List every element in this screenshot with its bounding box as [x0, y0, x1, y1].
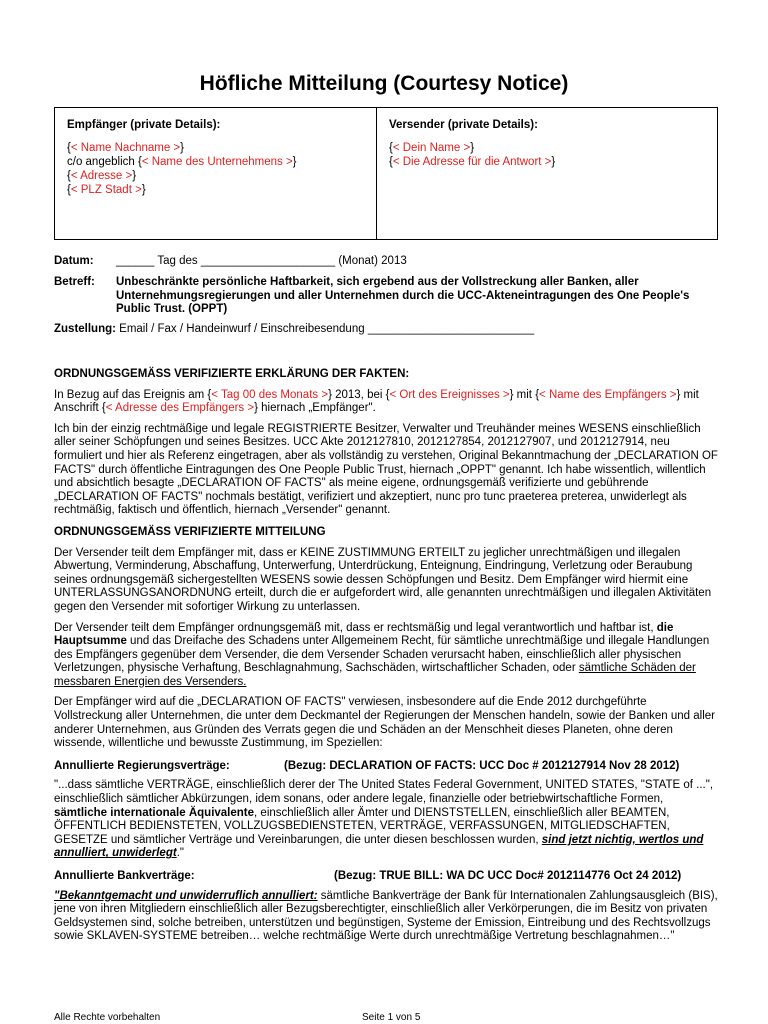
event-address-placeholder: < Adresse des Empfängers >	[105, 402, 255, 415]
bank-contracts-reference: (Bezug: TRUE BILL: WA DC UCC Doc# 2012114776 Oct 24 2012)	[334, 870, 682, 882]
document-body	[54, 360, 718, 951]
facts-heading: ORDNUNGSGEMÄSS VERIFIZIERTE ERKLÄRUNG DER FAKTEN:	[54, 368, 410, 380]
recipient-co-label: c/o angeblich	[67, 156, 138, 168]
gov-quote-emphasis: sind jetzt nichtig, wertlos und annulliert, unwiderlegt	[54, 833, 704, 860]
event-place-placeholder: < Ort des Ereignisses >	[389, 388, 510, 401]
delivery-value: Email / Fax / Handeinwurf / Einschreibesendung __________________________	[115, 323, 535, 335]
liability-text-1: Der Versender teilt dem Empfänger ordnungsgemäß mit, dass er rechtsmäßig und legal verantwortlich und haftbar ist,	[54, 621, 657, 634]
notice-heading: ORDNUNGSGEMÄSS VERIFIZIERTE MITTEILUNG	[54, 525, 326, 538]
recipient-city-placeholder: < PLZ Stadt >	[70, 184, 142, 196]
sender-name-placeholder: < Dein Name >	[392, 142, 471, 154]
subject-label: Betreff:	[54, 276, 95, 288]
sender-name-line: {< Dein Name >}	[389, 142, 475, 154]
recipient-company-placeholder: < Name des Unternehmens >	[141, 156, 293, 168]
event-text-3: } mit {	[509, 388, 540, 401]
recipient-details	[55, 108, 377, 239]
gov-quote-text-2: , einschließlich aller Ämter und DIENSTSTELLEN, einschließlich aller BEAMTEN, ÖFFENTLICH BEDIENSTETEN, VOLLZUGSBEDIENSTETEN, VERTRÄGE, VERFASSUNGEN, MITGLIEDSCHAFTEN, GESETZE und sämtlicher Verträge und Vereinbarungen, die unter diesen beschlossen wurden,	[54, 806, 670, 846]
gov-contracts-reference: (Bezug: DECLARATION OF FACTS: UCC Doc # 2012127914 Nov 28 2012)	[284, 759, 680, 772]
bank-quote-text: sämtliche Bankverträge der Bank für Internationalen Zahlungsausgleich (BIS), jene von ihren Mitgliedern einschließlich aller Bezugsberechtigter, einschließlich aller Verkörperungen, die im Besitz von privaten Geldsystemen sind, solche betreiben, unterstützen und begünstigen, Systeme der Emission, Eintreibung und des Rechtsvollzugs sowie SKLAVEN-SYSTEME betreiben… welche rechtmäßige Werte durch unrechtmäßige Vertretung beschlagnahmen…"	[54, 889, 718, 943]
bank-contracts-heading-row	[54, 870, 718, 884]
recipient-name-line: {< Name Nachname >}	[67, 142, 184, 154]
recipient-heading: Empfänger (private Details):	[67, 119, 221, 131]
event-day-placeholder: < Tag 00 des Monats >	[211, 388, 329, 401]
subject-row	[54, 276, 714, 317]
gov-quote-text-1: "...dass sämtliche VERTRÄGE, einschließlich derer der The United States Federal Government, UNITED STATES, "STATE of ...", einschließlich sämtlicher Abkürzungen, idem sonans, oder andere legale, finanzielle oder betriebwirtschaftliche Formen,	[54, 779, 714, 806]
delivery-label: Zustellung:	[54, 323, 116, 335]
liability-bold: die Hauptsumme	[54, 621, 674, 648]
sender-address-placeholder: < Die Adresse für die Antwort >	[392, 156, 552, 168]
sender-details	[377, 108, 717, 239]
footer-page-number: Seite 1 von 5	[362, 1012, 421, 1023]
consent-paragraph: Der Versender teilt dem Empfänger mit, dass er KEINE ZUSTIMMUNG ERTEILT zu jeglicher unrechtmäßigen und illegalen Abwertung, Verminderung, Abschaffung, Unterwerfung, Unterdrückung, Enteignung, Eindringung, Verletzung oder Beraubung seines ordnungsgemäß sichergestellten WESENS sowie dessen Schöpfungen und Besitz. Dem Empfänger wird hiermit eine UNTERLASSUNGSANORDNUNG erteilt, durch die er aufgefordert wird, alle genannten unrechtmäßigen und illegalen Aktivitäten gegen den Versender mit sofortiger Wirkung zu unterlassen.	[54, 546, 712, 613]
event-text-1: In Bezug auf das Ereignis am {	[54, 388, 212, 401]
delivery-row	[54, 323, 534, 337]
bank-contracts-quote	[54, 890, 718, 944]
subject-value: Unbeschränkte persönliche Haftbarkeit, sich ergebend aus der Vollstreckung aller Banken, aller Unternehmungsregierungen und aller Unternehmen durch die UCC-Akteneintragungen des One People's Public Trust. (OPPT)	[116, 276, 690, 315]
gov-quote-end: ."	[176, 847, 184, 860]
date-label: Datum:	[54, 255, 94, 267]
gov-contracts-quote	[54, 779, 718, 861]
event-text-4: } mit Anschrift {	[54, 388, 699, 415]
recipient-company-line: c/o angeblich {< Name des Unternehmens >}	[67, 156, 297, 168]
event-text-5: } hiernach „Empfänger".	[254, 402, 376, 415]
event-recipient-placeholder: < Name des Empfängers >	[539, 388, 677, 401]
sender-address-line: {< Die Adresse für die Antwort >}	[389, 156, 556, 168]
owner-paragraph: Ich bin der einzig rechtmäßige und legale REGISTRIERTE Besitzer, Verwalter und Treuhänder meines WESENS einschließlich aller seiner Schöpfungen und seines Besitzes. UCC Akte 2012127810, 2012127854, 2012127907, und 2012127914, neu formuliert und hier als Referenz eingetragen, aber als vollständig zu verstehen, Original Bekanntmachung der „DECLARATION OF FACTS" durch öffentliche Eintragungen des One People Public Trust, hiernach „OPPT" genannt. Ich habe wissentlich, willentlich und absichtlich besagte „DECLARATION OF FACTS" als meine eigene, ordnungsgemäß verifizierte und gebührende „DECLARATION OF FACTS" nochmals bestätigt, verifiziert und akzeptiert, nunc pro tunc praeterea preterea, unwiderlegt als rechtmäßig, faktisch und öffentlich, hiernach „Versender" genannt.	[54, 422, 718, 517]
liability-underlined: sämtliche Schäden der messbaren Energien des Versenders.	[54, 662, 696, 688]
event-text-2: } 2013, bei {	[328, 388, 390, 401]
footer-rights: Alle Rechte vorbehalten	[54, 1012, 161, 1023]
date-value: ______ Tag des _____________________ (Monat) 2013	[116, 255, 407, 267]
sender-heading: Versender (private Details):	[389, 119, 538, 131]
recipient-address-placeholder: < Adresse >	[70, 170, 133, 182]
recipient-city-line: {< PLZ Stadt >}	[67, 184, 146, 196]
date-row	[54, 255, 714, 269]
document-title: Höfliche Mitteilung (Courtesy Notice)	[199, 72, 569, 95]
bank-quote-emphasis: "Bekanntgemacht und unwiderruflich annulliert:	[54, 889, 318, 902]
address-box	[54, 107, 718, 240]
recipient-name-placeholder: < Name Nachname >	[70, 142, 181, 154]
declaration-paragraph: Der Empfänger wird auf die „DECLARATION OF FACTS" verwiesen, insbesondere auf die Ende 2012 durchgeführte Vollstreckung aller Unternehmen, die unter dem Deckmantel der Regierungen der Menschen handeln, sowie der Banken und aller anderer Unternehmen, aus Gründen des Verrats gegen die und Schäden an der Menschheit dieses Planeten, ohne deren wissende, willentliche und bewusste Zustimmung, im Speziellen:	[54, 696, 715, 750]
bank-contracts-heading: Annullierte Bankverträge:	[54, 870, 195, 882]
event-paragraph	[54, 389, 718, 416]
liability-text-2: und das Dreifache des Schadens unter Allgemeinem Recht, für sämtliche unrechtmäßige und illegale Handlungen des Empfängers gegenüber dem Versender, die dem Versender Schaden verursacht haben, einschließlich aller physischen Verletzungen, physische Verhaftung, Beschlagnahmung, Sachschäden, wirtschaftlicher Schaden, oder	[54, 635, 710, 675]
gov-contracts-heading: Annullierte Regierungsverträge:	[54, 759, 230, 772]
recipient-address-line: {< Adresse >}	[67, 170, 137, 182]
gov-contracts-heading-row	[54, 760, 718, 774]
liability-paragraph	[54, 622, 718, 690]
gov-quote-bold: sämtliche internationale Äquivalente	[54, 806, 255, 819]
